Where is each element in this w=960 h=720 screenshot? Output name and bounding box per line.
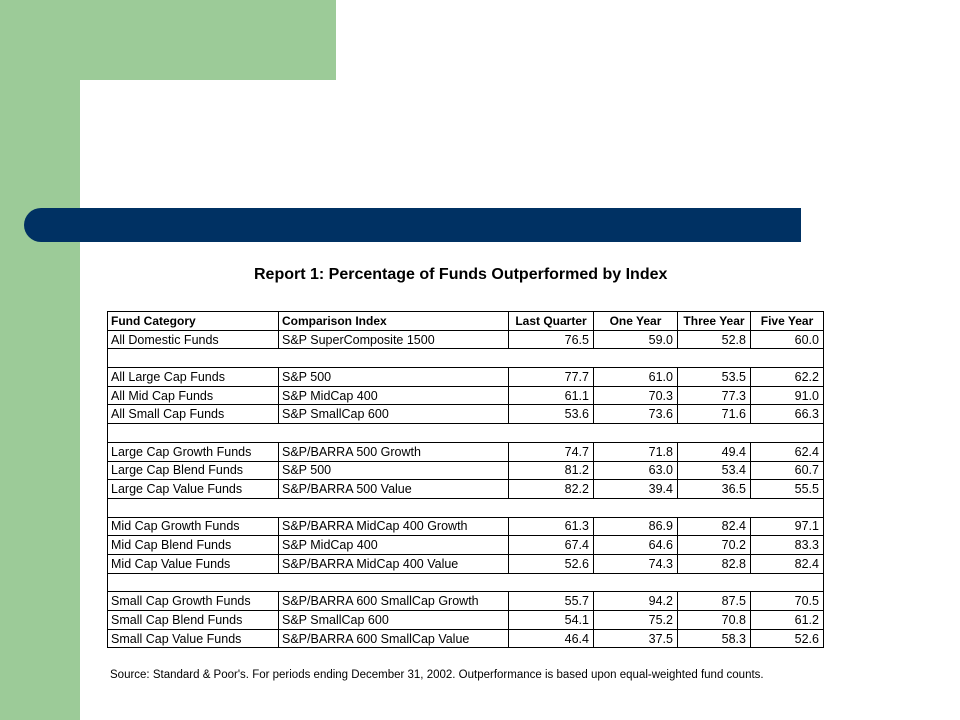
five-year-cell: 91.0 (751, 386, 824, 405)
report-table (107, 311, 824, 648)
one-year-cell: 94.2 (594, 592, 678, 611)
three-year-cell: 53.4 (678, 461, 751, 480)
comparison-index-cell: S&P 500 (279, 368, 509, 387)
three-year-cell: 49.4 (678, 442, 751, 461)
one-year-cell: 86.9 (594, 517, 678, 536)
table-row (108, 517, 824, 536)
last-quarter-cell: 52.6 (509, 554, 594, 573)
table-body (108, 330, 824, 648)
three-year-cell: 77.3 (678, 386, 751, 405)
last-quarter-cell: 82.2 (509, 480, 594, 499)
comparison-index-cell: S&P/BARRA 600 SmallCap Growth (279, 592, 509, 611)
comparison-index-cell: S&P/BARRA MidCap 400 Value (279, 554, 509, 573)
five-year-cell: 60.0 (751, 330, 824, 349)
fund-category-cell: Mid Cap Growth Funds (108, 517, 279, 536)
comparison-index-cell: S&P MidCap 400 (279, 536, 509, 555)
table-row (108, 611, 824, 630)
three-year-cell: 82.8 (678, 554, 751, 573)
table-row (108, 554, 824, 573)
table-header-row (108, 312, 824, 331)
last-quarter-cell: 61.1 (509, 386, 594, 405)
table-row (108, 592, 824, 611)
one-year-cell: 37.5 (594, 629, 678, 648)
table-row (108, 536, 824, 555)
table-row (108, 368, 824, 387)
five-year-cell: 55.5 (751, 480, 824, 499)
last-quarter-cell: 67.4 (509, 536, 594, 555)
last-quarter-cell: 53.6 (509, 405, 594, 424)
three-year-cell: 70.8 (678, 611, 751, 630)
fund-category-cell: All Domestic Funds (108, 330, 279, 349)
one-year-cell: 63.0 (594, 461, 678, 480)
five-year-cell: 61.2 (751, 611, 824, 630)
table-row (108, 386, 824, 405)
comparison-index-cell: S&P/BARRA MidCap 400 Growth (279, 517, 509, 536)
fund-category-cell: Large Cap Value Funds (108, 480, 279, 499)
three-year-cell: 58.3 (678, 629, 751, 648)
header-five-year: Five Year (751, 312, 824, 331)
fund-category-cell: All Mid Cap Funds (108, 386, 279, 405)
spacer-row (108, 424, 824, 443)
last-quarter-cell: 74.7 (509, 442, 594, 461)
comparison-index-cell: S&P/BARRA 500 Growth (279, 442, 509, 461)
five-year-cell: 62.2 (751, 368, 824, 387)
green-left-band (0, 0, 80, 720)
fund-category-cell: Small Cap Blend Funds (108, 611, 279, 630)
fund-category-cell: Mid Cap Blend Funds (108, 536, 279, 555)
three-year-cell: 36.5 (678, 480, 751, 499)
one-year-cell: 75.2 (594, 611, 678, 630)
comparison-index-cell: S&P/BARRA 600 SmallCap Value (279, 629, 509, 648)
header-fund-category: Fund Category (108, 312, 279, 331)
one-year-cell: 71.8 (594, 442, 678, 461)
one-year-cell: 74.3 (594, 554, 678, 573)
five-year-cell: 83.3 (751, 536, 824, 555)
last-quarter-cell: 81.2 (509, 461, 594, 480)
source-note: Source: Standard & Poor's. For periods ending December 31, 2002. Outperformance is based upon equal-weighted fund counts. (110, 669, 764, 681)
comparison-index-cell: S&P SuperComposite 1500 (279, 330, 509, 349)
header-three-year: Three Year (678, 312, 751, 331)
five-year-cell: 70.5 (751, 592, 824, 611)
fund-category-cell: All Small Cap Funds (108, 405, 279, 424)
table-row (108, 405, 824, 424)
spacer-row (108, 498, 824, 517)
fund-category-cell: Small Cap Value Funds (108, 629, 279, 648)
fund-category-cell: Small Cap Growth Funds (108, 592, 279, 611)
last-quarter-cell: 54.1 (509, 611, 594, 630)
one-year-cell: 70.3 (594, 386, 678, 405)
comparison-index-cell: S&P 500 (279, 461, 509, 480)
spacer-row (108, 349, 824, 368)
one-year-cell: 59.0 (594, 330, 678, 349)
one-year-cell: 61.0 (594, 368, 678, 387)
comparison-index-cell: S&P SmallCap 600 (279, 405, 509, 424)
table-row (108, 480, 824, 499)
last-quarter-cell: 55.7 (509, 592, 594, 611)
table-row (108, 330, 824, 349)
fund-category-cell: All Large Cap Funds (108, 368, 279, 387)
five-year-cell: 82.4 (751, 554, 824, 573)
last-quarter-cell: 77.7 (509, 368, 594, 387)
three-year-cell: 70.2 (678, 536, 751, 555)
title-bar (24, 208, 801, 242)
comparison-index-cell: S&P/BARRA 500 Value (279, 480, 509, 499)
header-last-quarter: Last Quarter (509, 312, 594, 331)
fund-category-cell: Large Cap Growth Funds (108, 442, 279, 461)
last-quarter-cell: 46.4 (509, 629, 594, 648)
five-year-cell: 97.1 (751, 517, 824, 536)
table-row (108, 629, 824, 648)
one-year-cell: 64.6 (594, 536, 678, 555)
five-year-cell: 52.6 (751, 629, 824, 648)
fund-category-cell: Mid Cap Value Funds (108, 554, 279, 573)
last-quarter-cell: 76.5 (509, 330, 594, 349)
three-year-cell: 71.6 (678, 405, 751, 424)
five-year-cell: 60.7 (751, 461, 824, 480)
one-year-cell: 73.6 (594, 405, 678, 424)
five-year-cell: 66.3 (751, 405, 824, 424)
header-comparison-index: Comparison Index (279, 312, 509, 331)
one-year-cell: 39.4 (594, 480, 678, 499)
five-year-cell: 62.4 (751, 442, 824, 461)
spacer-row (108, 573, 824, 592)
three-year-cell: 53.5 (678, 368, 751, 387)
last-quarter-cell: 61.3 (509, 517, 594, 536)
header-one-year: One Year (594, 312, 678, 331)
report-title: Report 1: Percentage of Funds Outperformed by Index (254, 266, 668, 283)
table-row (108, 442, 824, 461)
three-year-cell: 52.8 (678, 330, 751, 349)
three-year-cell: 82.4 (678, 517, 751, 536)
table-row (108, 461, 824, 480)
comparison-index-cell: S&P MidCap 400 (279, 386, 509, 405)
fund-category-cell: Large Cap Blend Funds (108, 461, 279, 480)
comparison-index-cell: S&P SmallCap 600 (279, 611, 509, 630)
three-year-cell: 87.5 (678, 592, 751, 611)
